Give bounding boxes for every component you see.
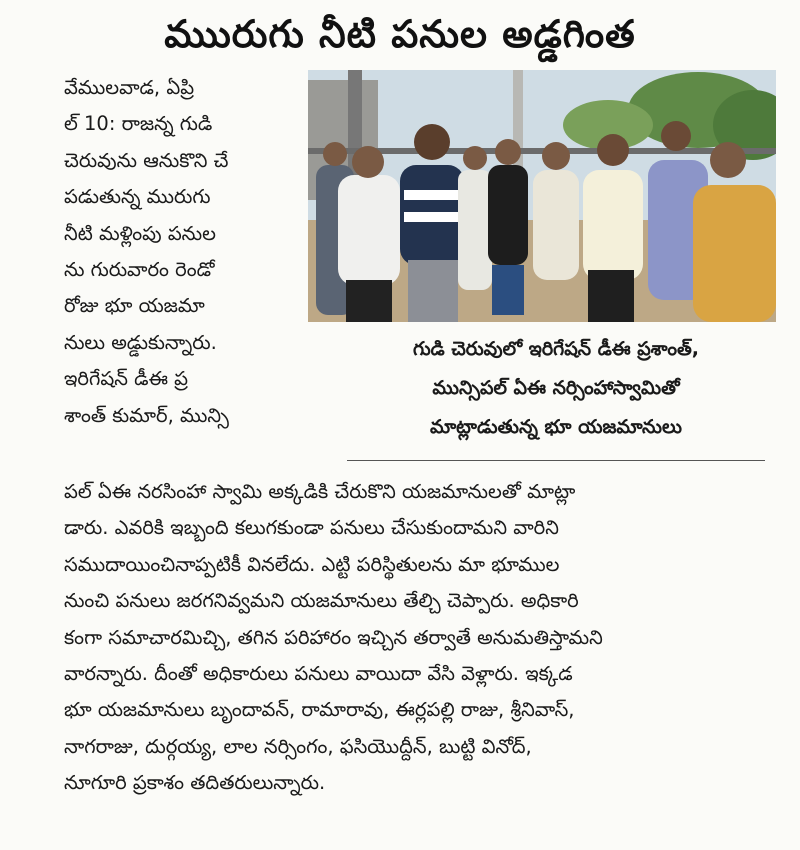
article-line: నులు అడ్డుకున్నారు. — [64, 330, 217, 354]
article-line: ల్ 10: రాజన్న గుడి — [64, 112, 213, 136]
article-body-text — [64, 474, 780, 802]
caption-divider — [347, 460, 765, 461]
article-line: కంగా సమాచారమిచ్చి, తగిన పరిహారం ఇచ్చిన తర్వాతే అనుమతిస్తామని — [64, 625, 603, 649]
article-line: రోజు భూ యజమా — [64, 294, 205, 318]
news-photo — [308, 70, 776, 322]
article-line: పడుతున్న మురుగు — [64, 185, 211, 209]
article-line: చెరువును ఆనుకొని చే — [64, 148, 229, 172]
article-line: శాంత్ కుమార్, మున్సి — [64, 403, 229, 427]
article-line: డారు. ఎవరికి ఇబ్బంది కలుగకుండా పనులు చేసుకుందామని వారిని — [64, 516, 559, 540]
article-line: పల్ ఏఈ నరసింహా స్వామి అక్కడికి చేరుకొని యజమానులతో మాట్లా — [64, 480, 576, 503]
article-line: సముదాయించినాప్పటికీ వినలేదు. ఎట్టి పరిస్థితులను మా భూముల — [64, 552, 560, 576]
caption-line: మాట్లాడుతున్న భూ యజమానులు — [429, 416, 682, 438]
article-line: నూగూరి ప్రకాశం తదితరులున్నారు. — [64, 771, 326, 795]
article-line: నీటి మళ్లింపు పనుల — [64, 221, 216, 245]
photo-caption — [347, 330, 765, 447]
article-line: వారన్నారు. దీంతో అధికారులు పనులు వాయిదా వేసి వెళ్లారు. ఇక్కడ — [64, 662, 573, 686]
caption-line: మున్సిపల్ ఏఈ నర్సింహాస్వామితో — [432, 377, 680, 399]
article-line: నాగరాజు, దుర్గయ్య, లాల నర్సింగం, ఫసియొద్దీన్, బుట్టి వినోద్, — [64, 734, 532, 758]
article-line: ను గురువారం రెండో — [64, 258, 215, 282]
caption-line: గుడి చెరువులో ఇరిగేషన్ డీఈ ప్రశాంత్, — [413, 338, 699, 360]
article-line: వేములవాడ, ఏప్రి — [64, 76, 195, 99]
article-line: నుంచి పనులు జరగనివ్వమని యజమానులు తేల్చి చెప్పారు. అధికారి — [64, 589, 579, 613]
headline: ముురుగు నీటి పనుల అడ్డగింత — [164, 12, 636, 56]
article-line: ఇరిగేషన్ డీఈ ప్ర — [64, 367, 189, 391]
article-column-text — [64, 70, 286, 434]
news-photo-illustration — [308, 70, 776, 322]
article-line: భూ యజమానులు బృందావన్, రామారావు, ఈర్లపల్లి రాజు, శ్రీనివాస్, — [64, 698, 575, 722]
